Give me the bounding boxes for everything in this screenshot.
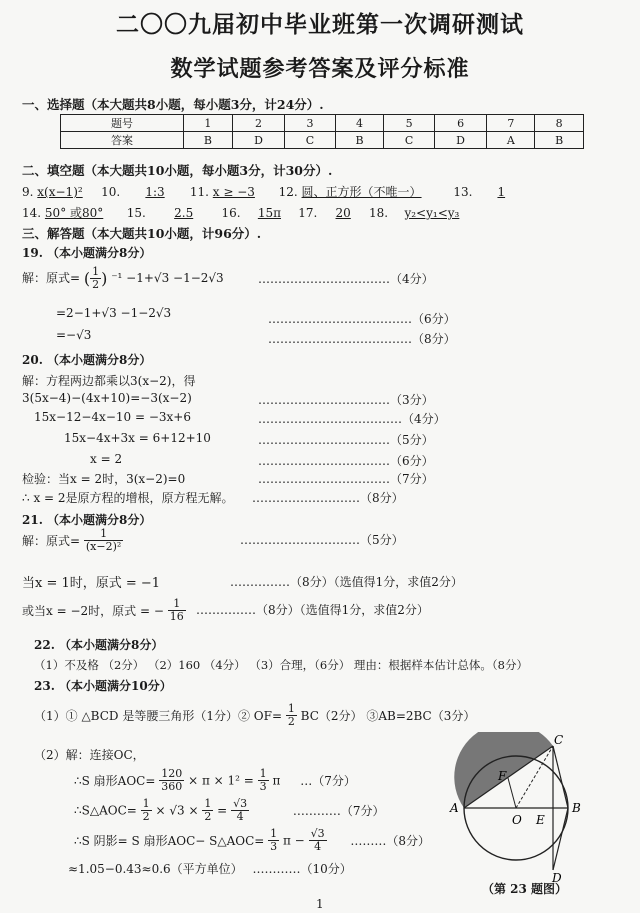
answer-q10: 1:3	[145, 185, 165, 199]
table-cell: 4	[335, 115, 384, 132]
fraction: $\frac{1}{3}$	[270, 827, 278, 853]
table-cell: 5	[384, 115, 434, 132]
page-number: 1	[316, 897, 324, 911]
figure-caption: （第 23 题图）	[482, 882, 568, 896]
chord-bd	[553, 808, 568, 870]
table-cell: B	[184, 132, 233, 149]
label-o: O	[512, 813, 522, 827]
q21-line2: 当x = 1时，原式 = −1	[22, 576, 161, 591]
q23-title: 23. （本小题满分10分）	[34, 679, 172, 693]
q19-score2: ………………………………（6分）	[268, 312, 456, 326]
section1-heading: 一、选择题（本大题共8小题，每小题3分，计24分）.	[22, 97, 324, 112]
answer-q12: 圆、正方形（不唯一）	[301, 185, 422, 199]
label-e: E	[536, 813, 545, 827]
q20-title: 20. （本小题满分8分）	[22, 353, 152, 367]
label-c: C	[554, 733, 564, 747]
table-cell: D	[232, 132, 285, 149]
answer-q15: 2.5	[174, 206, 194, 220]
table-cell: 6	[434, 115, 487, 132]
q20-line3: 15x−12−4x−10 = −3x+6	[34, 410, 191, 424]
table-cell: 7	[487, 115, 535, 132]
q20-line7: ∴ x = 2是原方程的增根，原方程无解。	[22, 491, 234, 505]
q22-line1: （1）不及格 （2分） （2）160 （4分） （3）合理，（6分） 理由：根据样本估计总体。（8分）	[34, 658, 528, 672]
q20-line2: 3(5x−4)−(4x+10)=−3(x−2)	[22, 391, 192, 405]
table-cell: A	[487, 132, 535, 149]
table-cell: 8	[535, 115, 584, 132]
table-cell: C	[384, 132, 434, 149]
q21-score1: …………………………（5分）	[240, 533, 404, 547]
label-b: B	[572, 801, 581, 815]
q20-score2: ……………………………（3分）	[258, 393, 434, 407]
table-cell: 1	[184, 115, 233, 132]
q20-score3: ………………………………（4分）	[258, 412, 446, 426]
table-cell: 3	[285, 115, 335, 132]
answer-q17: 20	[335, 206, 351, 220]
fraction: $\frac{1}{2}$	[142, 797, 150, 823]
table-cell: C	[285, 132, 335, 149]
q19-line2: =2−1+√3 −1−2√3	[56, 306, 172, 320]
segment-of	[508, 778, 516, 808]
label-f: F	[498, 769, 507, 783]
q19-line1: 解：原式= ( $\frac{1}{2}$ ) ⁻¹ −1+√3 −1−2√3	[22, 265, 224, 291]
fill-row-1: 9. x(x−1)² 10. 1:3 11. x ≥ −3 12. 圆、正方形（不唯一） 13. 1	[22, 183, 526, 200]
answer-q16: 15π	[257, 206, 281, 220]
fraction: $\frac{1}{16}$	[169, 597, 184, 623]
fraction: $\frac{√3}{4}$	[310, 827, 325, 853]
page-title: 二〇〇九届初中毕业班第一次调研测试	[116, 11, 524, 38]
fraction: $\frac{1}{2}$	[204, 797, 212, 823]
q23-line2: （2）解：连接OC，	[34, 748, 145, 762]
label-a: A	[450, 801, 459, 815]
q19-score3: ………………………………（8分）	[268, 332, 456, 346]
q19-title: 19. （本小题满分8分）	[22, 246, 152, 260]
q19-score1: ……………………………（4分）	[258, 272, 434, 286]
q20-score6: ……………………………（7分）	[258, 472, 434, 486]
fill-row-2: 14. 50° 或80° 15. 2.5 16. 15π 17. 20 18. y₂<y₁<y₃	[22, 204, 472, 221]
fraction: $\frac{120}{360}$	[161, 767, 183, 793]
table-cell-label: 题号	[61, 115, 184, 132]
q20-line5: x = 2	[90, 452, 123, 466]
q23-line4: ∴S△AOC= $\frac{1}{2}$ × √3 × $\frac{1}{2}$ = $\frac{√3}{4}$ …………（7分）	[74, 797, 385, 823]
table-cell-label: 答案	[61, 132, 184, 149]
section2-heading: 二、填空题（本大题共10小题，每小题3分，计30分）.	[22, 163, 333, 178]
chord-cb	[553, 746, 568, 808]
table-row	[61, 132, 584, 149]
q23-line1: （1）① △BCD 是等腰三角形（1分）② OF= $\frac{1}{2}$ BC（2分） ③AB=2BC（3分）	[34, 702, 476, 728]
label-d: D	[552, 871, 562, 882]
q21-line3: 或当x = −2时，原式 = − $\frac{1}{16}$	[22, 597, 184, 623]
q21-title: 21. （本小题满分8分）	[22, 513, 152, 527]
q21-score2: ……………（8分）（选值得1分，求值2分）	[230, 575, 463, 589]
q19-line3: =−√3	[56, 328, 92, 342]
fraction: $\frac{1}{\text{(x−2)²}}$	[85, 527, 122, 553]
section3-heading: 三、解答题（本大题共10小题，计96分）.	[22, 226, 262, 241]
q20-score4: ……………………………（5分）	[258, 433, 434, 447]
q20-score5: ……………………………（6分）	[258, 454, 434, 468]
circle-figure	[440, 732, 610, 882]
q23-line3: ∴S 扇形AOC= $\frac{120}{360}$ × π × 1² = $\frac{1}{3}$ π …（7分）	[74, 767, 356, 793]
q20-score7: ………………………（8分）	[252, 491, 404, 505]
q20-line6: 检验：当x = 2时，3(x−2)=0	[22, 472, 186, 486]
fraction: $\frac{1}{2}$	[287, 702, 295, 728]
q20-line4: 15x−4x+3x = 6+12+10	[64, 431, 211, 445]
page-subtitle: 数学试题参考答案及评分标准	[170, 56, 470, 82]
table-cell: B	[535, 132, 584, 149]
q23-line6: ≈1.05−0.43≈0.6（平方单位） …………（10分）	[68, 862, 352, 876]
table-cell: D	[434, 132, 487, 149]
table-cell: 2	[232, 115, 285, 132]
answer-q14: 50° 或80°	[44, 206, 104, 220]
q21-score3: ……………（8分）（选值得1分，求值2分）	[196, 603, 429, 617]
fraction: $\frac{√3}{4}$	[233, 797, 248, 823]
fraction: $\frac{1}{2}$	[92, 265, 100, 291]
answer-q9: x(x−1)²	[37, 185, 83, 199]
q22-title: 22. （本小题满分8分）	[34, 638, 164, 652]
answer-q18: y₂<y₁<y₃	[404, 206, 460, 220]
answer-table	[60, 114, 584, 149]
fraction: $\frac{1}{3}$	[259, 767, 267, 793]
answer-q11: x ≥ −3	[212, 185, 255, 199]
q20-line1: 解：方程两边都乘以3(x−2)，得	[22, 374, 196, 388]
answer-q13: 1	[497, 185, 506, 199]
table-cell: B	[335, 132, 384, 149]
q23-line5: ∴S 阴影= S 扇形AOC− S△AOC= $\frac{1}{3}$ π − $\frac{√3}{4}$ ………（8分）	[74, 827, 431, 853]
q21-line1: 解：原式= $\frac{1}{\text{(x−2)²}}$	[22, 527, 122, 553]
table-row	[61, 115, 584, 132]
